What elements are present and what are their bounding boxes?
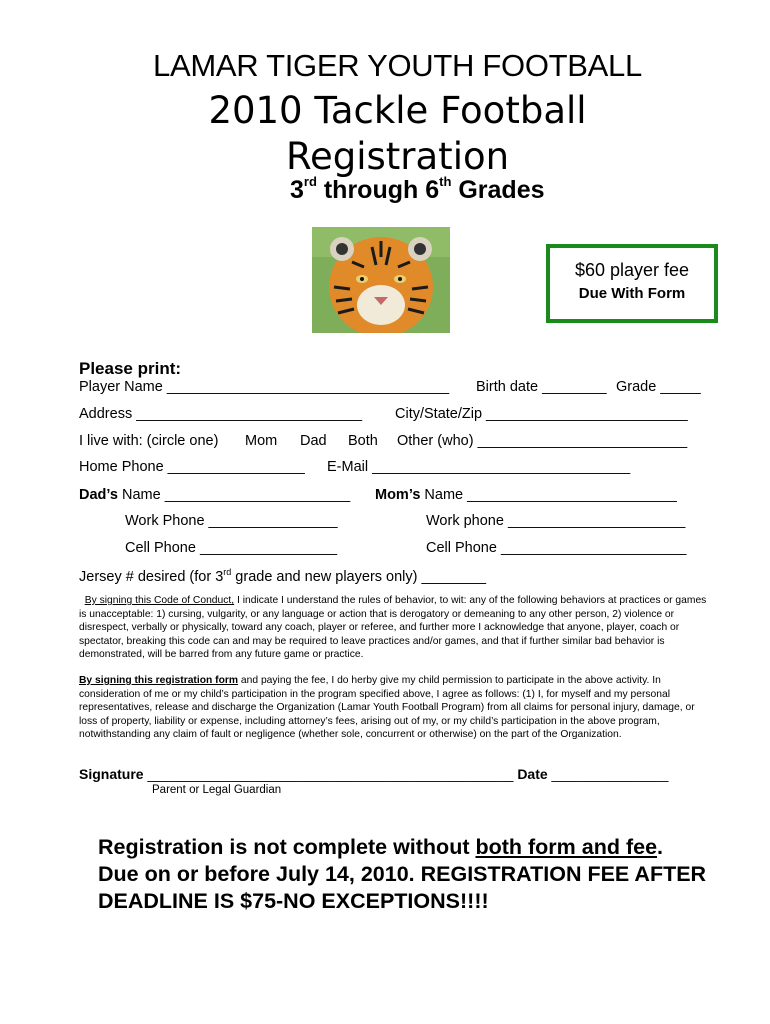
moms-name-line: Name __________________________ bbox=[420, 487, 677, 503]
form-title bbox=[0, 88, 770, 180]
grades-sup2: th bbox=[439, 174, 452, 189]
fee-due: Due With Form bbox=[578, 285, 686, 302]
birth-date-field[interactable]: Birth date ________ bbox=[476, 379, 607, 395]
release-lead: By signing this registration form bbox=[79, 675, 239, 686]
dads-name-field[interactable] bbox=[79, 487, 350, 503]
date-blank: _______________ bbox=[547, 766, 669, 782]
grades-num1: 3 bbox=[290, 176, 304, 204]
form-title-line1: 2010 Tackle Football bbox=[208, 89, 587, 132]
city-state-zip-field[interactable]: City/State/Zip _________________________ bbox=[395, 406, 688, 422]
form-title-line2: Registration bbox=[285, 135, 510, 178]
mom-work-phone-field[interactable]: Work phone ______________________ bbox=[426, 513, 686, 529]
signature-line[interactable] bbox=[79, 766, 668, 782]
grades-mid: through 6 bbox=[316, 176, 440, 204]
conduct-lead: By signing this Code of Conduct, bbox=[84, 595, 235, 606]
dad-work-phone-field[interactable]: Work Phone ________________ bbox=[125, 513, 338, 529]
moms-bold: Mom’s bbox=[375, 487, 421, 503]
code-of-conduct-paragraph bbox=[79, 594, 715, 662]
dads-name-line: Name _______________________ bbox=[117, 487, 351, 503]
signature-caption: Parent or Legal Guardian bbox=[152, 784, 282, 796]
notice-line2: Due on or before July 14, 2010. REGISTRATION FEE AFTER DEADLINE IS $75-NO EXCEPTIONS!!!! bbox=[98, 862, 707, 913]
jersey-post: grade and new players only) ________ bbox=[231, 568, 487, 585]
fee-box bbox=[546, 244, 718, 323]
notice-line1 bbox=[98, 834, 738, 861]
home-phone-field[interactable]: Home Phone _________________ bbox=[79, 459, 305, 475]
notice-underlined: both form and fee bbox=[475, 835, 658, 859]
dads-bold: Dad’s bbox=[79, 487, 118, 503]
grade-field[interactable]: Grade _____ bbox=[616, 379, 701, 395]
grades-end: Grades bbox=[451, 176, 545, 204]
jersey-field[interactable] bbox=[79, 567, 486, 585]
date-label: Date bbox=[517, 766, 548, 782]
grades-subtitle bbox=[290, 176, 545, 205]
address-field[interactable]: Address ____________________________ bbox=[79, 406, 363, 422]
release-text: and paying the fee, I do herby give my child permission to participate in the above activity. In consideration of me or my child’s participation in the program specified above, I agree as follows: (1) I, for myself and my personal representatives, release and discharge the Organization (Lamar Youth Football Program) from all claims for personal injury, damage, or loss of property, liability or expense, including attorney’s fees, arising out of my, or my child’s participation in the above program, notwithstanding any claim of fault or negligence (whether sole, concurrent or otherwise) on the part of the Organization. bbox=[79, 675, 695, 740]
conduct-text: I indicate I understand the rules of behavior, to wit: any of the following behaviors at practices or games is unacceptable: 1) cursing, vulgarity, or any language or action that is derogatory or demeaning to any other person, 2) violence or disrespect, verbally or physically, toward any coach, player or referee, and further more I acknowledge that anyone, player, coach or spectator, breaking this code can and may be required to leave practices and/or games, and that if further similar bad behavior is demonstrated, will be barred from any future game or practice. bbox=[79, 595, 707, 660]
fee-amount: $60 player fee bbox=[574, 260, 690, 280]
notice-post: . bbox=[657, 835, 664, 859]
dad-cell-phone-field[interactable]: Cell Phone _________________ bbox=[125, 540, 338, 556]
grades-sup1: rd bbox=[303, 174, 317, 189]
tiger-image bbox=[312, 227, 450, 333]
mom-cell-phone-field[interactable]: Cell Phone _______________________ bbox=[426, 540, 687, 556]
player-name-field[interactable]: Player Name ___________________________________ bbox=[79, 379, 450, 395]
jersey-pre: Jersey # desired (for 3 bbox=[79, 568, 224, 585]
option-both[interactable]: Both bbox=[348, 433, 378, 449]
option-mom[interactable]: Mom bbox=[245, 433, 278, 449]
signature-blank: _______________________________________________ bbox=[143, 766, 518, 782]
moms-name-field[interactable] bbox=[375, 487, 677, 503]
signature-label: Signature bbox=[79, 766, 144, 782]
email-field[interactable]: E-Mail ________________________________ bbox=[327, 459, 631, 475]
notice-pre: Registration is not complete without bbox=[98, 835, 476, 859]
lives-with-label: I live with: (circle one) bbox=[79, 433, 219, 449]
registration-notice bbox=[98, 834, 738, 915]
other-field[interactable]: Other (who) __________________________ bbox=[397, 433, 688, 449]
jersey-sup: rd bbox=[223, 567, 232, 577]
option-dad[interactable]: Dad bbox=[300, 433, 327, 449]
org-title: LAMAR TIGER YOUTH FOOTBALL bbox=[153, 48, 642, 83]
release-paragraph bbox=[79, 674, 715, 742]
please-print-heading: Please print: bbox=[79, 359, 182, 378]
